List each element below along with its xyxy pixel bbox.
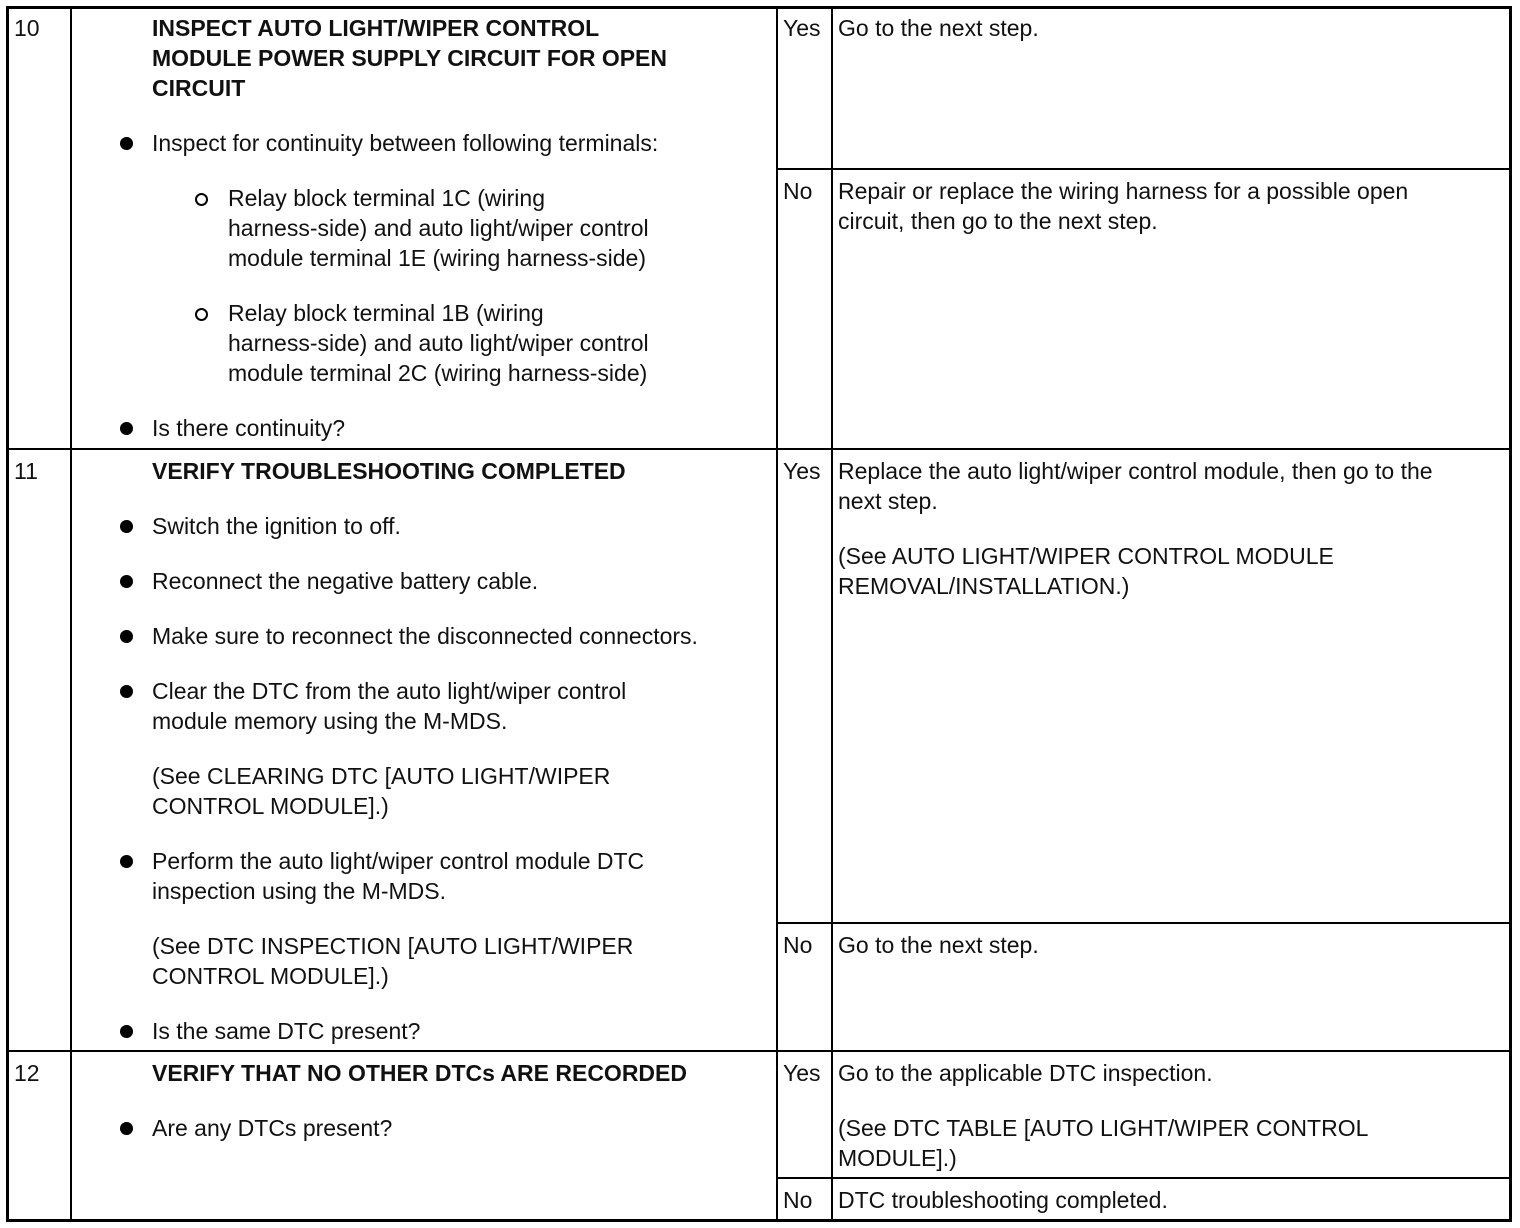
- no-result-text: DTC troubleshooting completed.: [838, 1187, 1168, 1213]
- bullet-icon: [120, 1122, 133, 1135]
- yes-result-text: Go to the applicable DTC inspection.: [838, 1060, 1213, 1086]
- column-divider-result: [831, 6, 833, 1222]
- yes-label: Yes: [783, 1060, 821, 1086]
- bullet-text: Switch the ignition to off.: [152, 513, 401, 539]
- sub-bullet-text: module terminal 1E (wiring harness-side): [228, 245, 646, 271]
- sub-bullet-text: harness-side) and auto light/wiper control: [228, 330, 649, 356]
- no-label: No: [783, 178, 813, 204]
- row-divider-step-11-no: [776, 922, 1512, 924]
- no-label: No: [783, 932, 813, 958]
- bullet-text: Is the same DTC present?: [152, 1018, 421, 1044]
- sub-bullet-icon: [195, 193, 208, 206]
- bullet-icon: [120, 855, 133, 868]
- bullet-icon: [120, 422, 133, 435]
- no-label: No: [783, 1187, 813, 1213]
- yes-label: Yes: [783, 458, 821, 484]
- step-number: 11: [14, 458, 38, 484]
- sub-bullet-text: harness-side) and auto light/wiper control: [228, 215, 649, 241]
- step-title-line: CIRCUIT: [152, 75, 246, 101]
- step-title: VERIFY TROUBLESHOOTING COMPLETED: [152, 458, 626, 484]
- reference-text: (See AUTO LIGHT/WIPER CONTROL MODULE: [838, 543, 1334, 569]
- bullet-icon: [120, 630, 133, 643]
- reference-text: (See DTC TABLE [AUTO LIGHT/WIPER CONTROL: [838, 1115, 1369, 1141]
- sub-bullet-text: module terminal 2C (wiring harness-side): [228, 360, 648, 386]
- reference-text: (See DTC INSPECTION [AUTO LIGHT/WIPER: [152, 933, 634, 959]
- sub-bullet-text: Relay block terminal 1B (wiring: [228, 300, 544, 326]
- row-divider-step-12: [6, 1050, 1512, 1052]
- bullet-icon: [120, 137, 133, 150]
- sub-bullet-text: Relay block terminal 1C (wiring: [228, 185, 545, 211]
- bullet-text: inspection using the M-MDS.: [152, 878, 447, 904]
- row-divider-step-10-no: [776, 168, 1512, 170]
- bullet-text: module memory using the M-MDS.: [152, 708, 508, 734]
- bullet-text: Clear the DTC from the auto light/wiper control: [152, 678, 627, 704]
- bullet-text: Make sure to reconnect the disconnected connectors.: [152, 623, 698, 649]
- step-number: 12: [14, 1060, 40, 1086]
- step-title: VERIFY THAT NO OTHER DTCs ARE RECORDED: [152, 1060, 687, 1086]
- bullet-icon: [120, 685, 133, 698]
- bullet-text: Reconnect the negative battery cable.: [152, 568, 539, 594]
- reference-text: CONTROL MODULE].): [152, 963, 389, 989]
- bullet-text: Is there continuity?: [152, 415, 346, 441]
- step-title-line: MODULE POWER SUPPLY CIRCUIT FOR OPEN: [152, 45, 667, 71]
- bullet-text: Inspect for continuity between following terminals:: [152, 130, 659, 156]
- no-result-text: Go to the next step.: [838, 932, 1039, 958]
- step-number: 10: [14, 15, 40, 41]
- column-divider-action: [776, 6, 778, 1222]
- bullet-icon: [120, 520, 133, 533]
- sub-bullet-icon: [195, 308, 208, 321]
- row-divider-step-11: [6, 448, 1512, 450]
- yes-result-text: Go to the next step.: [838, 15, 1039, 41]
- reference-text: (See CLEARING DTC [AUTO LIGHT/WIPER: [152, 763, 611, 789]
- yes-result-text: next step.: [838, 488, 938, 514]
- no-result-text: circuit, then go to the next step.: [838, 208, 1158, 234]
- bullet-text: Are any DTCs present?: [152, 1115, 393, 1141]
- yes-result-text: Replace the auto light/wiper control module, then go to the: [838, 458, 1433, 484]
- reference-text: CONTROL MODULE].): [152, 793, 389, 819]
- yes-label: Yes: [783, 15, 821, 41]
- bullet-icon: [120, 575, 133, 588]
- bullet-icon: [120, 1025, 133, 1038]
- reference-text: MODULE].): [838, 1145, 957, 1171]
- reference-text: REMOVAL/INSTALLATION.): [838, 573, 1130, 599]
- column-divider-number: [70, 6, 72, 1222]
- bullet-text: Perform the auto light/wiper control module DTC: [152, 848, 645, 874]
- no-result-text: Repair or replace the wiring harness for a possible open: [838, 178, 1409, 204]
- row-divider-step-12-no: [776, 1177, 1512, 1179]
- step-title-line: INSPECT AUTO LIGHT/WIPER CONTROL: [152, 15, 600, 41]
